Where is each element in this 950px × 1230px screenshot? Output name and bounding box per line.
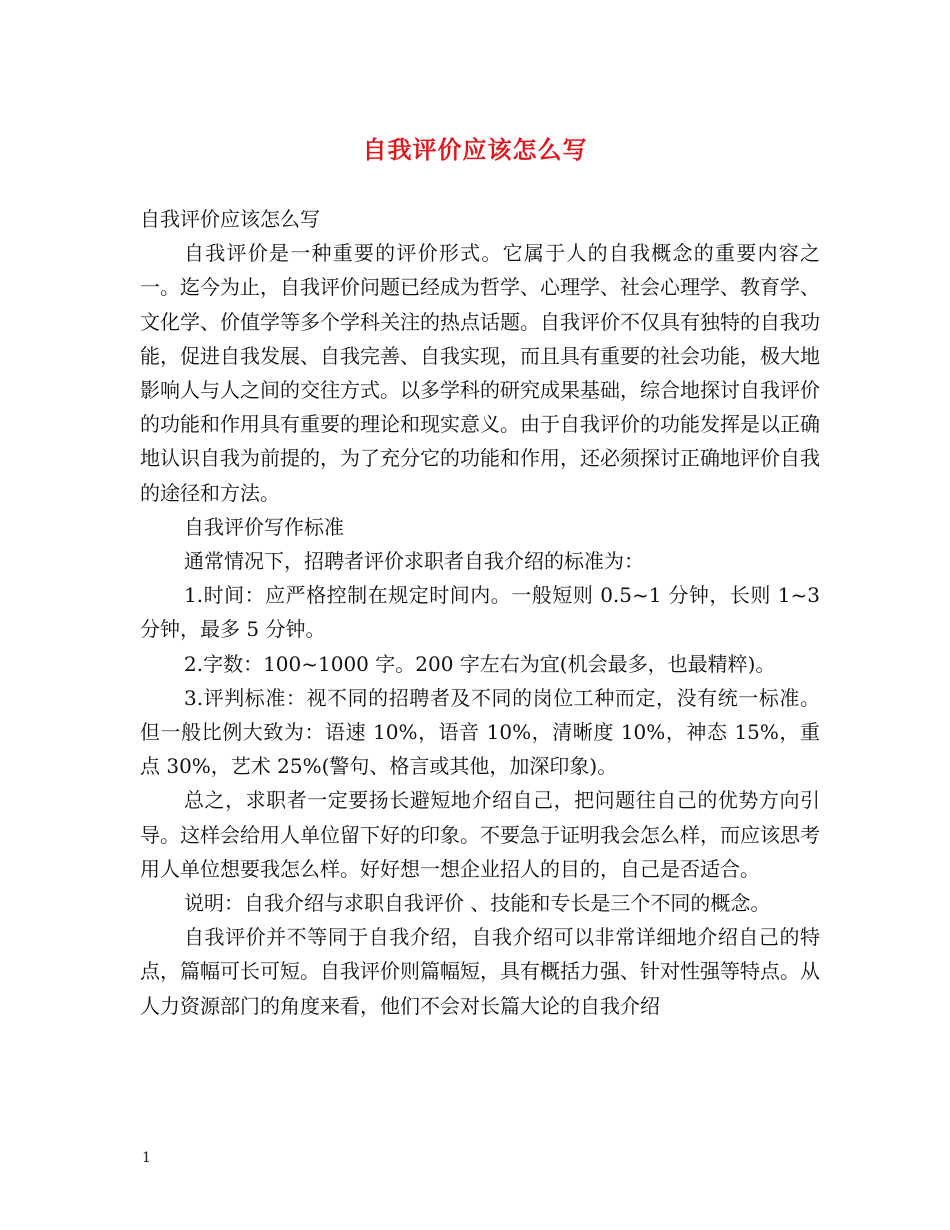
document-body: [140, 202, 820, 1023]
document-title: 自我评价应该怎么写: [362, 135, 588, 164]
paragraph-standard-heading: 自我评价写作标准: [184, 514, 344, 539]
paragraph-difference: 自我评价并不等同于自我介绍，自我介绍可以非常详细地介绍自己的特点，篇幅可长可短。自我评价则篇幅短，具有概括力强、针对性强等特点。从人力资源部门的角度来看，他们不会对长篇大论的自我介绍: [140, 925, 820, 1018]
paragraph-word-count: 2.字数：100~1000 字。200 字左右为宜(机会最多，也最精粹)。: [184, 651, 776, 676]
paragraph-criteria: 3.评判标准：视不同的招聘者及不同的岗位工种而定，没有统一标准。但一般比例大致为：语速 10%，语音 10%，清晰度 10%，神态 15%，重点 30%，艺术 25%(警句、格言或其他，加深印象)。: [140, 685, 820, 779]
paragraph-standard-intro: 通常情况下，招聘者评价求职者自我介绍的标准为：: [184, 549, 644, 574]
paragraph-note: 说明：自我介绍与求职自我评价 、技能和专长是三个不同的概念。: [184, 891, 771, 916]
paragraph-heading: 自我评价应该怎么写: [140, 207, 320, 231]
page-number: 1: [142, 1150, 151, 1166]
paragraph-time: 1.时间：应严格控制在规定时间内。一般短则 0.5~1 分钟，长则 1~3 分钟，最多 5 分钟。: [140, 583, 820, 642]
paragraph-summary: 总之，求职者一定要扬长避短地介绍自己，把问题往自己的优势方向引导。这样会给用人单位留下好的印象。不要急于证明我会怎么样，而应该思考用人单位想要我怎么样。好好想一想企业招人的目的，自己是否适合。: [140, 788, 820, 881]
paragraph-intro: 自我评价是一种重要的评价形式。它属于人的自我概念的重要内容之一。迄今为止，自我评价问题已经成为哲学、心理学、社会心理学、教育学、文化学、价值学等多个学科关注的热点话题。自我评价不仅具有独特的自我功能，促进自我发展、自我完善、自我实现，而且具有重要的社会功能，极大地影响人与人之间的交往方式。以多学科的研究成果基础，综合地探讨自我评价的功能和作用具有重要的理论和现实意义。由于自我评价的功能发挥是以正确地认识自我为前提的，为了充分它的功能和作用，还必须探讨正确地评价自我的途径和方法。: [140, 241, 820, 505]
